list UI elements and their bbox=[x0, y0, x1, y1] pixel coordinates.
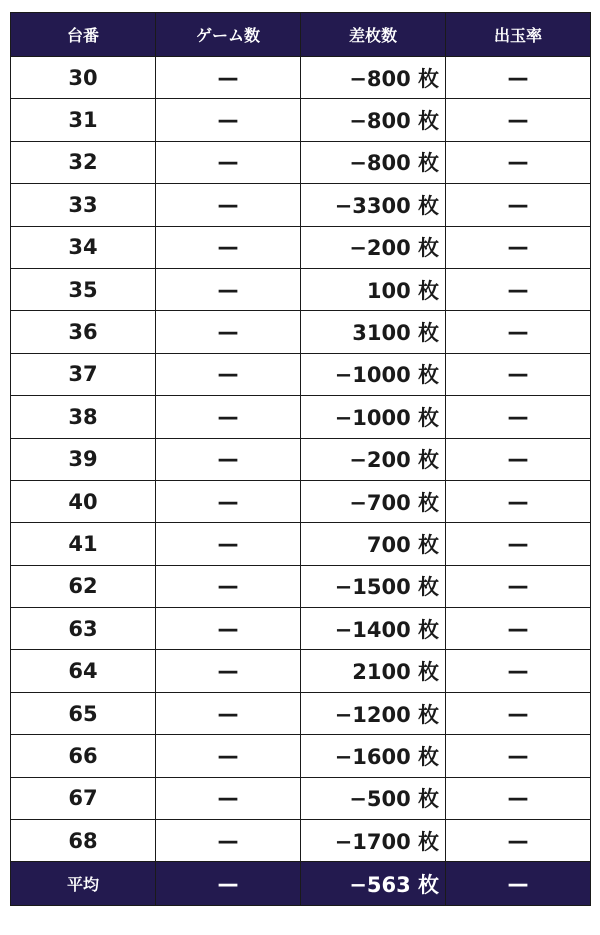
game-count-cell: — bbox=[156, 820, 301, 862]
machine-number-cell: 31 bbox=[11, 99, 156, 141]
game-count-cell: — bbox=[156, 735, 301, 777]
machine-number-cell: 40 bbox=[11, 480, 156, 522]
table-row bbox=[11, 141, 591, 183]
table-header bbox=[11, 13, 591, 57]
payout-rate-cell: — bbox=[446, 692, 591, 734]
average-label: 平均 bbox=[11, 862, 156, 906]
machine-number-cell: 68 bbox=[11, 820, 156, 862]
table-row bbox=[11, 438, 591, 480]
table-row bbox=[11, 523, 591, 565]
coin-difference-cell: −3300 枚 bbox=[301, 184, 446, 226]
coin-difference-cell: −800 枚 bbox=[301, 99, 446, 141]
table-row bbox=[11, 777, 591, 819]
table-body bbox=[11, 57, 591, 862]
payout-rate-cell: — bbox=[446, 396, 591, 438]
game-count-cell: — bbox=[156, 523, 301, 565]
game-count-cell: — bbox=[156, 184, 301, 226]
header-machine-number: 台番 bbox=[11, 13, 156, 57]
table-row bbox=[11, 184, 591, 226]
coin-difference-cell: −500 枚 bbox=[301, 777, 446, 819]
game-count-cell: — bbox=[156, 650, 301, 692]
coin-difference-cell: −1600 枚 bbox=[301, 735, 446, 777]
payout-rate-cell: — bbox=[446, 820, 591, 862]
payout-rate-cell: — bbox=[446, 141, 591, 183]
machine-number-cell: 32 bbox=[11, 141, 156, 183]
payout-rate-cell: — bbox=[446, 99, 591, 141]
machine-number-cell: 33 bbox=[11, 184, 156, 226]
machine-number-cell: 35 bbox=[11, 268, 156, 310]
payout-rate-cell: — bbox=[446, 480, 591, 522]
coin-difference-cell: −1000 枚 bbox=[301, 353, 446, 395]
coin-difference-cell: 3100 枚 bbox=[301, 311, 446, 353]
machine-number-cell: 41 bbox=[11, 523, 156, 565]
payout-rate-cell: — bbox=[446, 311, 591, 353]
game-count-cell: — bbox=[156, 396, 301, 438]
machine-number-cell: 65 bbox=[11, 692, 156, 734]
game-count-cell: — bbox=[156, 777, 301, 819]
header-payout-rate: 出玉率 bbox=[446, 13, 591, 57]
machine-number-cell: 30 bbox=[11, 57, 156, 99]
table-row bbox=[11, 311, 591, 353]
table-row bbox=[11, 353, 591, 395]
machine-number-cell: 38 bbox=[11, 396, 156, 438]
table-row bbox=[11, 820, 591, 862]
payout-rate-cell: — bbox=[446, 608, 591, 650]
coin-difference-cell: −200 枚 bbox=[301, 438, 446, 480]
payout-rate-cell: — bbox=[446, 353, 591, 395]
game-count-cell: — bbox=[156, 480, 301, 522]
header-game-count: ゲーム数 bbox=[156, 13, 301, 57]
game-count-cell: — bbox=[156, 608, 301, 650]
coin-difference-cell: 2100 枚 bbox=[301, 650, 446, 692]
payout-rate-cell: — bbox=[446, 268, 591, 310]
table-row bbox=[11, 608, 591, 650]
coin-difference-cell: −700 枚 bbox=[301, 480, 446, 522]
machine-number-cell: 66 bbox=[11, 735, 156, 777]
coin-difference-cell: −200 枚 bbox=[301, 226, 446, 268]
coin-difference-cell: −800 枚 bbox=[301, 57, 446, 99]
header-row bbox=[11, 13, 591, 57]
table-footer bbox=[11, 862, 591, 906]
payout-rate-cell: — bbox=[446, 57, 591, 99]
game-count-cell: — bbox=[156, 692, 301, 734]
average-coin-difference: −563 枚 bbox=[301, 862, 446, 906]
game-count-cell: — bbox=[156, 99, 301, 141]
payout-rate-cell: — bbox=[446, 226, 591, 268]
game-count-cell: — bbox=[156, 565, 301, 607]
header-coin-difference: 差枚数 bbox=[301, 13, 446, 57]
coin-difference-cell: −1000 枚 bbox=[301, 396, 446, 438]
machine-number-cell: 39 bbox=[11, 438, 156, 480]
coin-difference-cell: 100 枚 bbox=[301, 268, 446, 310]
results-table bbox=[10, 12, 591, 906]
payout-rate-cell: — bbox=[446, 777, 591, 819]
table-row bbox=[11, 650, 591, 692]
table-row bbox=[11, 565, 591, 607]
table-row bbox=[11, 735, 591, 777]
machine-number-cell: 67 bbox=[11, 777, 156, 819]
game-count-cell: — bbox=[156, 57, 301, 99]
coin-difference-cell: −1400 枚 bbox=[301, 608, 446, 650]
table-row bbox=[11, 57, 591, 99]
machine-number-cell: 37 bbox=[11, 353, 156, 395]
game-count-cell: — bbox=[156, 141, 301, 183]
machine-number-cell: 62 bbox=[11, 565, 156, 607]
coin-difference-cell: −800 枚 bbox=[301, 141, 446, 183]
table-row bbox=[11, 99, 591, 141]
table-row bbox=[11, 692, 591, 734]
table-row bbox=[11, 396, 591, 438]
payout-rate-cell: — bbox=[446, 735, 591, 777]
game-count-cell: — bbox=[156, 353, 301, 395]
machine-number-cell: 34 bbox=[11, 226, 156, 268]
game-count-cell: — bbox=[156, 268, 301, 310]
payout-rate-cell: — bbox=[446, 565, 591, 607]
payout-rate-cell: — bbox=[446, 523, 591, 565]
machine-number-cell: 64 bbox=[11, 650, 156, 692]
average-row bbox=[11, 862, 591, 906]
game-count-cell: — bbox=[156, 438, 301, 480]
payout-rate-cell: — bbox=[446, 438, 591, 480]
payout-rate-cell: — bbox=[446, 184, 591, 226]
coin-difference-cell: −1200 枚 bbox=[301, 692, 446, 734]
coin-difference-cell: −1700 枚 bbox=[301, 820, 446, 862]
game-count-cell: — bbox=[156, 311, 301, 353]
table-row bbox=[11, 226, 591, 268]
machine-number-cell: 36 bbox=[11, 311, 156, 353]
average-game-count: — bbox=[156, 862, 301, 906]
table-row bbox=[11, 268, 591, 310]
payout-rate-cell: — bbox=[446, 650, 591, 692]
coin-difference-cell: −1500 枚 bbox=[301, 565, 446, 607]
coin-difference-cell: 700 枚 bbox=[301, 523, 446, 565]
table-row bbox=[11, 480, 591, 522]
average-payout-rate: — bbox=[446, 862, 591, 906]
machine-number-cell: 63 bbox=[11, 608, 156, 650]
game-count-cell: — bbox=[156, 226, 301, 268]
